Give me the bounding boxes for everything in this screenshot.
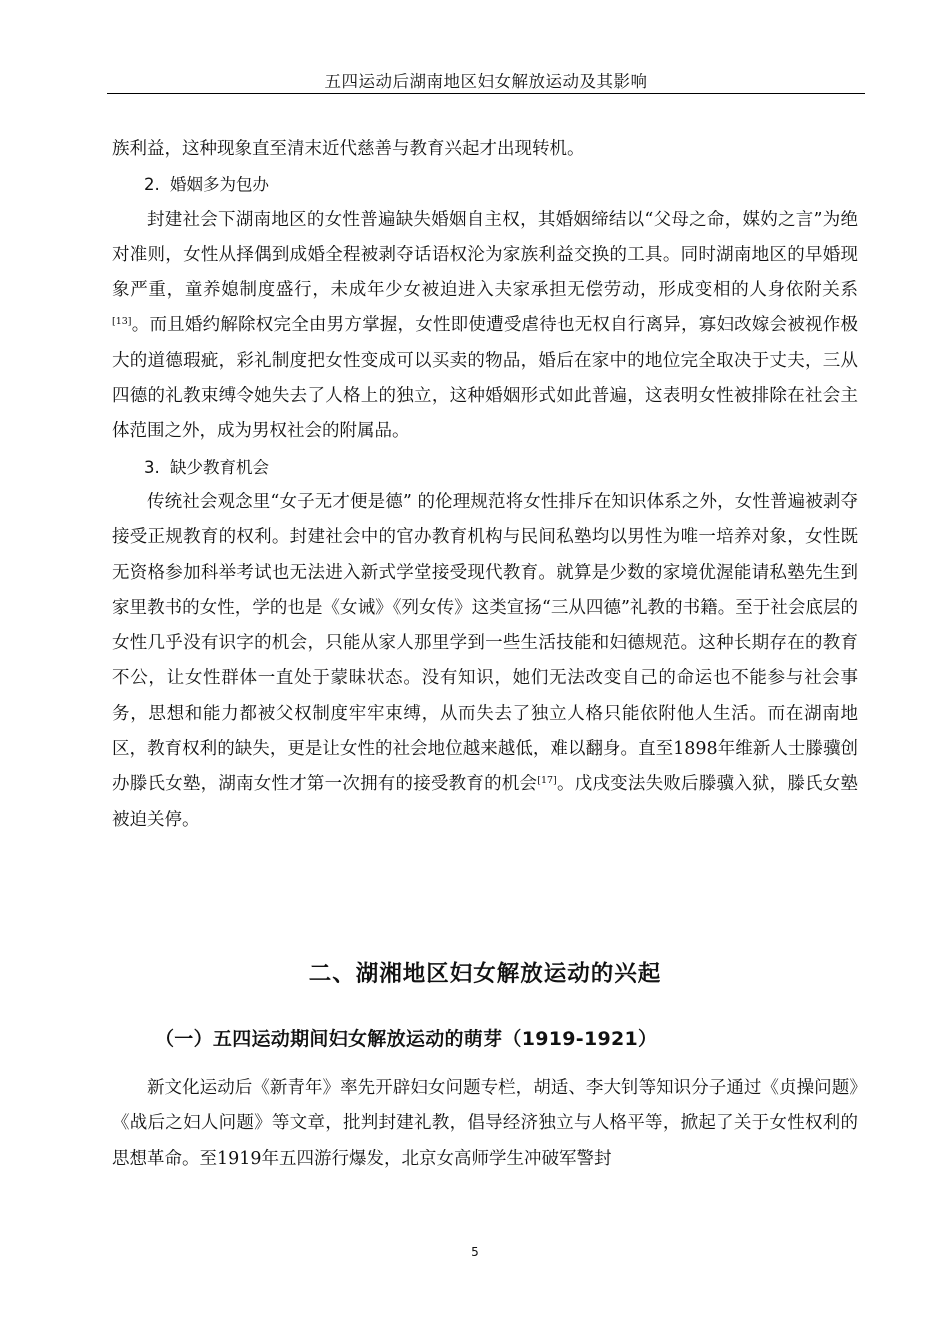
list-heading-title: 婚姻多为包办 bbox=[170, 175, 269, 195]
chapter-heading: 二、湖湘地区妇女解放运动的兴起 bbox=[308, 961, 662, 987]
page-number: 5 bbox=[471, 1245, 479, 1259]
intro-line: 族利益，这种现象直至清末近代慈善与教育兴起才出现转机。 bbox=[112, 139, 585, 159]
list-heading-3 bbox=[112, 450, 858, 485]
citation-17: [17] bbox=[537, 775, 557, 787]
list-heading-title: 缺少教育机会 bbox=[170, 457, 269, 477]
paragraph-new-culture: 新文化运动后《新青年》率先开辟妇女问题专栏，胡适、李大钊等知识分子通过《贞操问题》《战后之妇人问题》等文章，批判封建礼教，倡导经济独立与人格平等，掀起了关于女性权利的思想革命。至1919年五四游行爆发，北京女高师学生冲破军警封 bbox=[112, 1078, 858, 1169]
paragraph-text: 。戊戌变法失败后滕骥入狱，滕氏女塾被迫关停。 bbox=[112, 774, 859, 830]
list-number: 3. bbox=[144, 457, 160, 477]
paragraph-marriage bbox=[112, 203, 858, 450]
citation-13: [13] bbox=[112, 316, 132, 328]
body-text-top bbox=[112, 132, 858, 838]
list-number: 2. bbox=[144, 175, 160, 195]
subsection-heading: （一）五四运动期间妇女解放运动的萌芽（1919-1921） bbox=[155, 1028, 658, 1050]
paragraph-text: 传统社会观念里“女子无才便是德” 的伦理规范将女性排斥在知识体系之外，女性普遍被剥夺接受正规教育的权利。封建社会中的官办教育机构与民间私塾均以男性为唯一培养对象，女性既无资格参加科举考试也无法进入新式学堂接受现代教育。就算是少数的家境优渥能请私塾先生到家里教书的女性，学的也是《女诫》《列女传》这类宣扬“三从四德”礼教的书籍。至于社会底层的女性几乎没有识字的机会，只能从家人那里学到一些生活技能和妇德规范。这种长期存在的教育不公，让女性群体一直处于蒙昧状态。没有知识，她们无法改变自己的命运也不能参与社会事务，思想和能力都被父权制度牢牢束缚，从而失去了独立人格只能依附他人生活。而在湖南地区，教育权利的缺失，更是让女性的社会地位越来越低，难以翻身。直至1898年维新人士滕骥创办滕氏女塾，湖南女性才第一次拥有的接受教育的机会 bbox=[112, 491, 858, 795]
paragraph-text: 。而且婚约解除权完全由男方掌握，女性即使遭受虐待也无权自行离异，寡妇改嫁会被视作极大的道德瑕疵，彩礼制度把女性变成可以买卖的物品，婚后在家中的地位完全取决于丈夫，三从四德的礼教束缚令她失去了人格上的独立，这种婚姻形式如此普遍，这表明女性被排除在社会主体范围之外，成为男权社会的附属品。 bbox=[112, 315, 858, 442]
running-header: 五四运动后湖南地区妇女解放运动及其影响 bbox=[324, 72, 648, 91]
list-heading-2 bbox=[112, 167, 858, 202]
body-text-bottom bbox=[112, 1071, 858, 1177]
paragraph-education bbox=[112, 485, 858, 838]
header-rule bbox=[107, 93, 865, 94]
paragraph-text: 封建社会下湖南地区的女性普遍缺失婚姻自主权，其婚姻缔结以“父母之命，媒妁之言”为绝对准则，女性从择偶到成婚全程被剥夺话语权沦为家族利益交换的工具。同时湖南地区的早婚现象严重，童养媳制度盛行，未成年少女被迫进入夫家承担无偿劳动，形成变相的人身依附关系 bbox=[112, 209, 858, 301]
